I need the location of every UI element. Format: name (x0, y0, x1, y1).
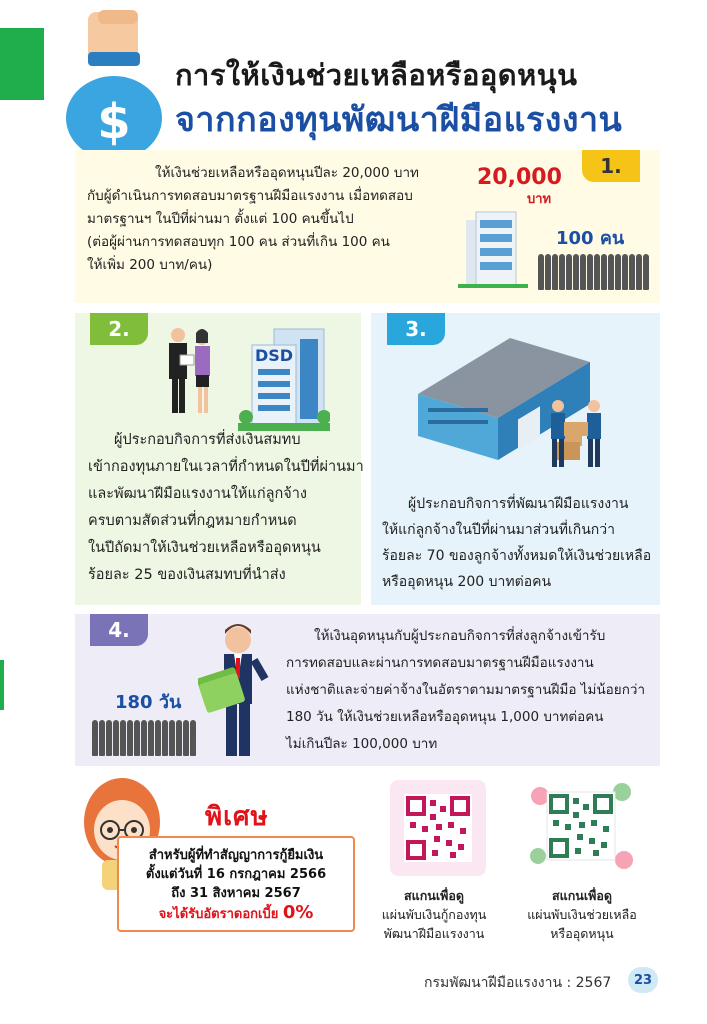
man-with-cash-icon (198, 620, 270, 762)
qr1-line2: พัฒนาฝีมือแรงงาน (383, 926, 485, 941)
section4-line: แห่งชาติและจ่ายค่าจ้างในอัตราตามมาตรฐานฝีมือ ไม่น้อยกว่า (286, 682, 646, 698)
section3-text (382, 491, 651, 595)
section3-line: ให้แก่ลูกจ้างในปีที่ผ่านมาส่วนที่เกินกว่า (382, 522, 616, 538)
crowd-icon (538, 266, 649, 290)
special-title: พิเศษ (205, 802, 269, 832)
worker-icon (546, 398, 608, 470)
section4-line: ให้เงินอุดหนุนกับผู้ประกอบกิจการที่ส่งลูกจ้างเข้ารับ (314, 628, 606, 644)
section1-line: ให้เพิ่ม 200 บาท/คน) (87, 257, 213, 273)
section2-number: 2. (90, 313, 148, 345)
office-building-icon (458, 210, 528, 288)
green-side-tab (0, 28, 44, 100)
section3-line: ร้อยละ 70 ของลูกจ้างทั้งหมดให้เงินช่วยเหลือ (382, 548, 652, 564)
section1-line: กับผู้ดำเนินการทดสอบมาตรฐานฝีมือแรงงาน เมื่อทดสอบ (87, 188, 413, 204)
dollar-sign: $ (97, 94, 131, 150)
qr1-line1: แผ่นพับเงินกู้กองทุน (381, 907, 487, 922)
business-people-icon (160, 325, 220, 415)
qr2-line1: แผ่นพับเงินช่วยเหลือ (527, 907, 637, 922)
special-line2: ตั้งแต่วันที่ 16 กรกฎาคม 2566 (145, 867, 327, 882)
section1-amount: 20,000 (477, 165, 562, 190)
section3-number: 3. (387, 313, 445, 345)
section1-line: ให้เงินช่วยเหลือหรืออุดหนุนปีละ 20,000 บาท (155, 165, 419, 181)
special-line3: ถึง 31 สิงหาคม 2567 (171, 886, 301, 901)
page-title-line1: การให้เงินช่วยเหลือหรืออุดหนุน (175, 58, 578, 92)
section2-line: เข้ากองทุนภายในเวลาที่กำหนดในปีที่ผ่านมา (88, 459, 364, 475)
section3-line: ผู้ประกอบกิจการที่พัฒนาฝีมือแรงงาน (408, 496, 629, 512)
special-offer-box (117, 836, 355, 932)
dsd-building-icon (238, 325, 330, 431)
qr-code-icon[interactable] (390, 780, 486, 876)
section1-amount-unit: บาท (527, 192, 552, 207)
section4-text (286, 623, 645, 758)
money-bag-icon (58, 10, 178, 160)
page-title-line2: จากกองทุนพัฒนาฝีมือแรงงาน (175, 100, 623, 140)
section2-line: ผู้ประกอบกิจการที่ส่งเงินสมทบ (114, 432, 301, 448)
page-number: 23 (628, 967, 658, 993)
dsd-label: DSD (254, 346, 294, 365)
section4-days: 180 วัน (115, 692, 182, 713)
section2-line: ในปีถัดมาให้เงินช่วยเหลือหรืออุดหนุน (88, 540, 321, 556)
section4-line: ไม่เกินปีละ 100,000 บาท (286, 736, 438, 752)
section1-line: มาตรฐานฯ ในปีที่ผ่านมา ตั้งแต่ 100 คนขึ้นไป (87, 211, 354, 227)
crowd-icon (92, 732, 196, 756)
green-side-tab-small (0, 660, 4, 710)
special-rate-prefix: จะได้รับอัตราดอกเบี้ย (158, 907, 279, 922)
section1-number: 1. (582, 150, 640, 182)
qr2-line2: หรืออุดหนุน (550, 926, 614, 941)
section4-line: 180 วัน ให้เงินช่วยเหลือหรืออุดหนุน 1,000 บาทต่อคน (286, 709, 604, 725)
section2-line: ร้อยละ 25 ของเงินสมทบที่นำส่ง (88, 567, 286, 583)
footer-text: กรมพัฒนาฝีมือแรงงาน : 2567 (424, 975, 612, 991)
section1-text (87, 162, 419, 277)
section2-line: และพัฒนาฝีมือแรงงานให้แก่ลูกจ้าง (88, 486, 307, 502)
section4-number: 4. (90, 614, 148, 646)
section3-line: หรืออุดหนุน 200 บาทต่อคน (382, 574, 552, 590)
qr1-heading: สแกนเพื่อดู (404, 888, 464, 903)
qr2-caption (526, 886, 638, 943)
section1-line: (ต่อผู้ผ่านการทดสอบทุก 100 คน ส่วนที่เกิน 100 คน (87, 234, 390, 250)
qr1-caption (380, 886, 488, 943)
section2-line: ครบตามสัดส่วนที่กฎหมายกำหนด (88, 513, 297, 529)
special-rate: 0% (282, 902, 314, 923)
qr2-heading: สแกนเพื่อดู (552, 888, 612, 903)
section2-text (88, 427, 364, 589)
section1-people-count: 100 คน (556, 228, 625, 249)
qr-code-icon[interactable] (528, 776, 634, 880)
special-line4 (125, 903, 347, 924)
section4-line: การทดสอบและผ่านการทดสอบมาตรฐานฝีมือแรงงาน (286, 655, 594, 671)
special-line1: สำหรับผู้ที่ทำสัญญาการกู้ยืมเงิน (148, 848, 324, 863)
